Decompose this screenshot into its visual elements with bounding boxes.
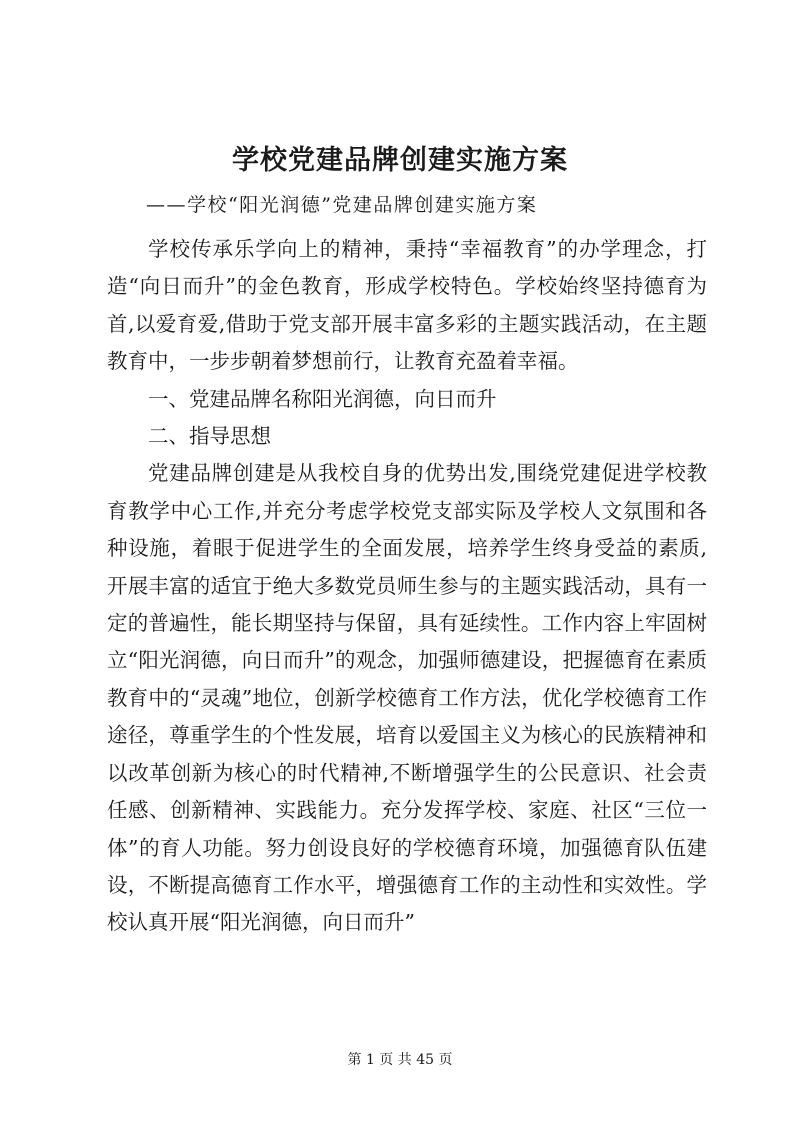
section-heading-guiding-ideology: 二、指导思想 (148, 424, 271, 449)
document-subtitle: ——学校“阳光润德”党建品牌创建实施方案 (146, 194, 538, 216)
paragraph-intro: 学校传承乐学向上的精神，秉持“幸福教育”的办学理念，打造“向日而升”的金色教育，形成学校特色。学校始终坚持德育为首,以爱育爱,借助于党支部开展丰富多彩的主题实践活动，在主题教育中，一步步朝着梦想前行，让教育充盈着幸福。 (107, 237, 707, 374)
document-title: 学校党建品牌创建实施方案 (232, 145, 568, 176)
section-heading-brand-name: 一、党建品牌名称阳光润德，向日而升 (148, 386, 497, 411)
paragraph-guiding-ideology: 党建品牌创建是从我校自身的优势出发,围绕党建促进学校教育教学中心工作,并充分考虑学校党支部实际及学校人文氛围和各种设施，着眼于促进学生的全面发展，培养学生终身受益的素质,开展丰富的适宜于绝大多数党员师生参与的主题实践活动，具有一定的普遍性，能长期坚持与保留，具有延续性。工作内容上牢固树立“阳光润德，向日而升”的观念，加强师德建设，把握德育在素质教育中的“灵魂”地位，创新学校德育工作方法，优化学校德育工作途径，尊重学生的个性发展，培育以爱国主义为核心的民族精神和以改革创新为核心的时代精神,不断增强学生的公民意识、社会责任感、创新精神、实践能力。充分发挥学校、家庭、社区“三位一体”的育人功能。努力创设良好的学校德育环境，加强德育队伍建设，不断提高德育工作水平，增强德育工作的主动性和实效性。学校认真开展“阳光润德，向日而升” (107, 461, 707, 935)
document-body (107, 231, 707, 942)
page-footer: 第 1 页 共 45 页 (347, 1052, 453, 1068)
